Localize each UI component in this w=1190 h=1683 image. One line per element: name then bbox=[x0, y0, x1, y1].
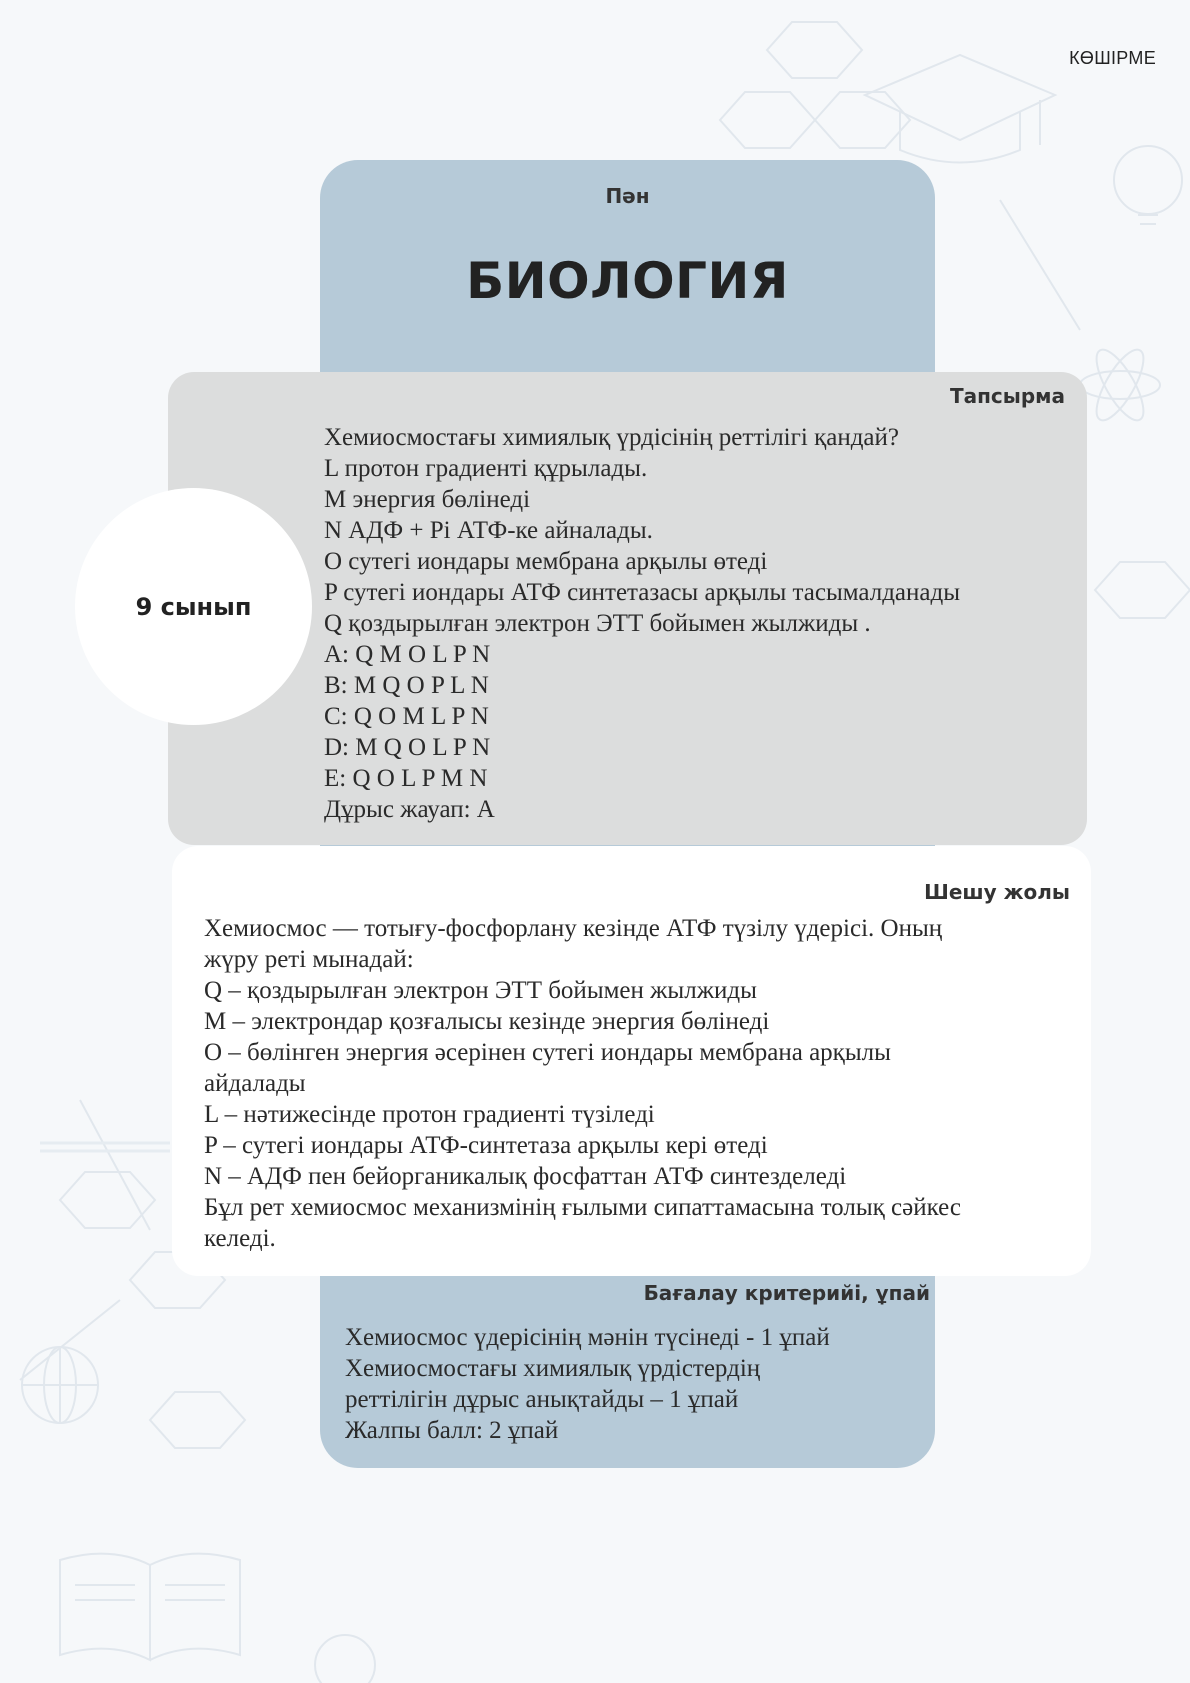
task-option-line: P сутегі иондары АТФ синтетазасы арқылы тасымалданады bbox=[324, 579, 961, 606]
answer-choice: D: M Q O L P N bbox=[324, 734, 491, 761]
hexagon-shape bbox=[1095, 562, 1190, 618]
magnifier-icon bbox=[315, 1635, 375, 1683]
graduation-cap-icon bbox=[865, 55, 1055, 163]
solution-line: P – сутегі иондары АТФ-синтетаза арқылы кері өтеді bbox=[204, 1132, 768, 1159]
solution-line: N – АДФ пен бейорганикалық фосфаттан АТФ синтезделеді bbox=[204, 1163, 847, 1190]
solution-line: Q – қоздырылған электрон ЭТТ бойымен жылжиды bbox=[204, 977, 757, 1004]
solution-line: O – бөлінген энергия әсерінен сутегі иондары мембрана арқылы bbox=[204, 1039, 891, 1066]
task-option-line: M энергия бөлінеді bbox=[324, 486, 531, 513]
lightbulb-icon bbox=[1114, 146, 1182, 224]
hexagon-shape bbox=[720, 92, 815, 148]
copy-watermark: КӨШІРМЕ bbox=[1069, 48, 1156, 68]
answer-choice: B: M Q O P L N bbox=[324, 672, 489, 699]
grade-badge bbox=[75, 488, 312, 725]
solution-body bbox=[204, 913, 1074, 1254]
solution-line: жүру реті мынадай: bbox=[204, 946, 414, 973]
task-option-line: L протон градиенті құрылады. bbox=[324, 455, 648, 482]
criteria-line: Хемиосмос үдерісінің мәнін түсінеді - 1 ұпай bbox=[345, 1324, 830, 1351]
hexagon-shape bbox=[815, 92, 910, 148]
task-heading: Тапсырма bbox=[949, 384, 1065, 408]
answer-choice: A: Q M O L P N bbox=[324, 641, 491, 668]
solution-line: келеді. bbox=[204, 1225, 276, 1252]
correct-answer: Дұрыс жауап: A bbox=[324, 796, 495, 823]
solution-line: Хемиосмос — тотығу-фосфорлану кезінде АТФ түзілу үдерісі. Оның bbox=[204, 915, 943, 942]
task-option-line: O сутегі иондары мембрана арқылы өтеді bbox=[324, 548, 768, 575]
globe-icon bbox=[22, 1347, 98, 1423]
task-question: Хемиосмостағы химиялық үрдісінің реттілігі қандай? bbox=[324, 424, 899, 451]
solution-heading: Шешу жолы bbox=[924, 880, 1070, 904]
hexagon-shape bbox=[60, 1172, 155, 1228]
task-option-line: N АДФ + Pi АТФ-ке айналады. bbox=[324, 517, 653, 544]
criteria-line: реттілігін дұрыс анықтайды – 1 ұпай bbox=[345, 1386, 739, 1413]
subject-title: БИОЛОГИЯ bbox=[466, 252, 789, 310]
hexagon-shape bbox=[767, 22, 862, 78]
hexagon-shape bbox=[150, 1392, 245, 1448]
answer-choice: C: Q O M L P N bbox=[324, 703, 489, 730]
grade-label: 9 сынып bbox=[135, 592, 252, 621]
answer-choice: E: Q O L P M N bbox=[324, 765, 488, 792]
criteria-total: Жалпы балл: 2 ұпай bbox=[345, 1417, 559, 1444]
atom-icon bbox=[1080, 343, 1160, 426]
solution-line: M – электрондар қозғалысы кезінде энергия бөлінеді bbox=[204, 1008, 770, 1035]
solution-line: Бұл рет хемиосмос механизмінің ғылыми сипаттамасына толық сәйкес bbox=[204, 1194, 961, 1221]
criteria-body bbox=[345, 1322, 915, 1446]
task-option-line: Q қоздырылған электрон ЭТТ бойымен жылжиды . bbox=[324, 610, 871, 637]
open-book-icon bbox=[60, 1554, 240, 1660]
task-body bbox=[324, 422, 1064, 825]
criteria-line: Хемиосмостағы химиялық үрдістердің bbox=[345, 1355, 761, 1382]
solution-line: L – нәтижесінде протон градиенті түзіледі bbox=[204, 1101, 655, 1128]
criteria-heading: Бағалау критерийі, ұпай bbox=[643, 1281, 930, 1305]
subject-label: Пән bbox=[605, 184, 650, 208]
solution-line: айдалады bbox=[204, 1070, 306, 1097]
